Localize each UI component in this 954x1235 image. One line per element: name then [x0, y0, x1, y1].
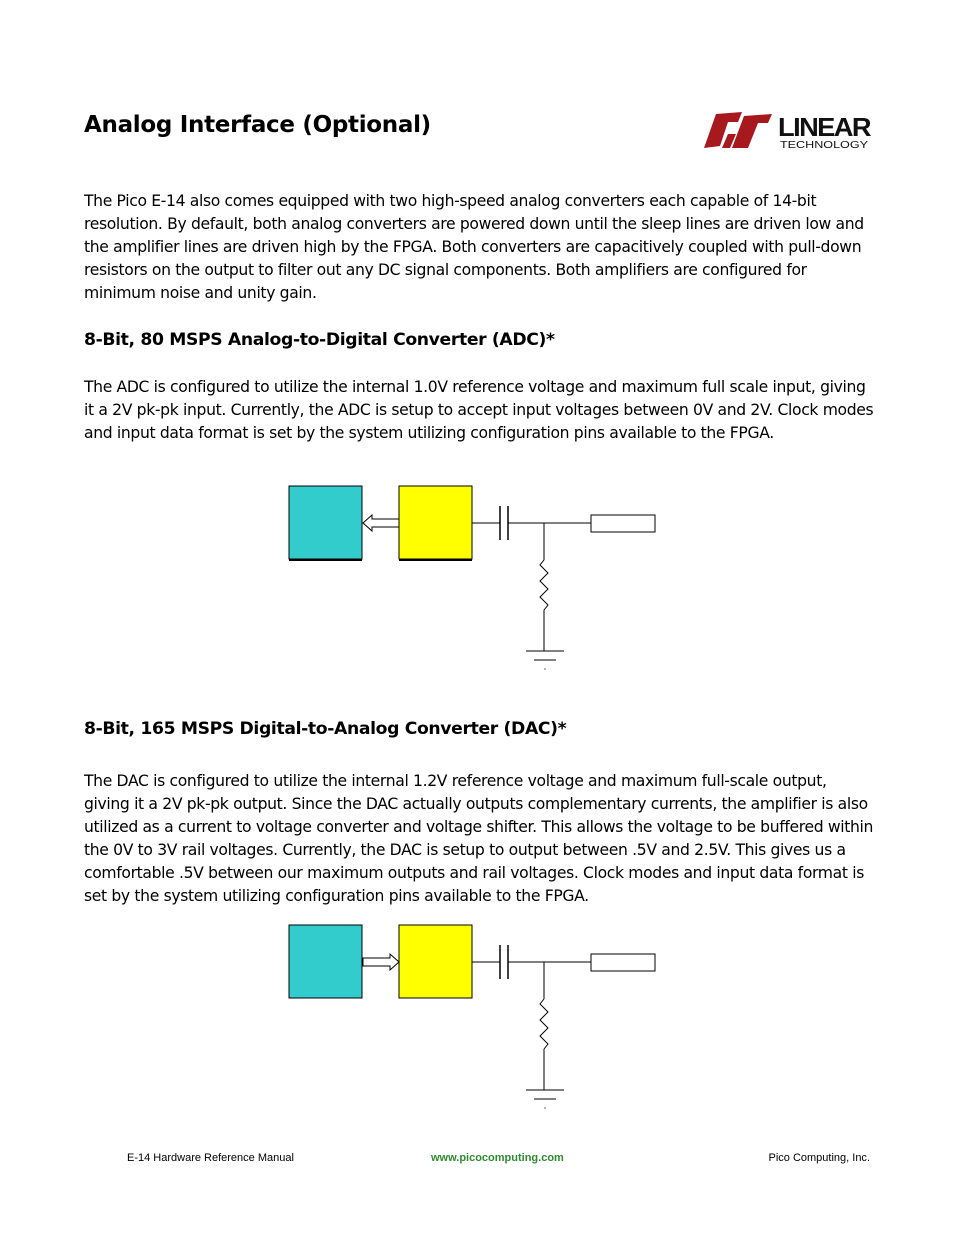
svg-text:TECHNOLOGY: TECHNOLOGY [780, 140, 869, 151]
footer-website-link[interactable]: www.picocomputing.com [431, 1152, 564, 1164]
adc-converter-block [289, 486, 362, 559]
footer-company: Pico Computing, Inc. [768, 1152, 870, 1164]
dac-amplifier-block [399, 925, 472, 998]
dac-converter-block [289, 925, 362, 998]
linear-technology-logo [702, 108, 872, 152]
svg-text:LINEAR: LINEAR [778, 112, 872, 142]
dac-resistor-icon [540, 999, 548, 1049]
dac-paragraph: The DAC is configured to utilize the internal 1.2V reference voltage and maximum full-scale output, giving it a 2V pk-pk output. Since the DAC actually outputs complementary currents, the amplifier is also utilized as a current to voltage converter and voltage shifter. This allows the voltage to be buffered within the 0V to 3V rail voltages. Currently, the DAC is setup to output between .5V and 2.5V. This gives us a comfortable .5V between our maximum outputs and rail voltages. Clock modes and input data format is set by the system utilizing configuration pins available to the FPGA. [84, 772, 874, 905]
adc-heading: 8-Bit, 80 MSPS Analog-to-Digital Converter (ADC)* [84, 330, 555, 350]
adc-resistor-icon [540, 560, 548, 610]
linear-logo-icon [702, 108, 872, 152]
adc-amplifier-block [399, 486, 472, 559]
dac-heading: 8-Bit, 165 MSPS Digital-to-Analog Converter (DAC)* [84, 719, 567, 739]
dac-data-arrow-icon [363, 954, 399, 970]
adc-circuit-diagram [270, 478, 690, 678]
dac-output-connector [591, 954, 655, 971]
footer-manual-title: E-14 Hardware Reference Manual [127, 1152, 294, 1164]
adc-input-connector [591, 515, 655, 532]
adc-data-arrow-icon [363, 515, 399, 531]
intro-paragraph: The Pico E-14 also comes equipped with two high-speed analog converters each capable of 14-bit resolution. By default, both analog converters are powered down until the sleep lines are driven low and the amplifier lines are driven high by the FPGA. Both converters are capacitively coupled with pull-down resistors on the output to filter out any DC signal components. Both amplifiers are configured for minimum noise and unity gain. [84, 192, 864, 302]
adc-paragraph: The ADC is configured to utilize the internal 1.0V reference voltage and maximum full scale input, giving it a 2V pk-pk input. Currently, the ADC is setup to accept input voltages between 0V and 2V. Clock modes and input data format is set by the system utilizing configuration pins available to the FPGA. [84, 378, 874, 442]
dac-circuit-diagram [270, 917, 690, 1117]
page-title: Analog Interface (Optional) [84, 112, 431, 138]
